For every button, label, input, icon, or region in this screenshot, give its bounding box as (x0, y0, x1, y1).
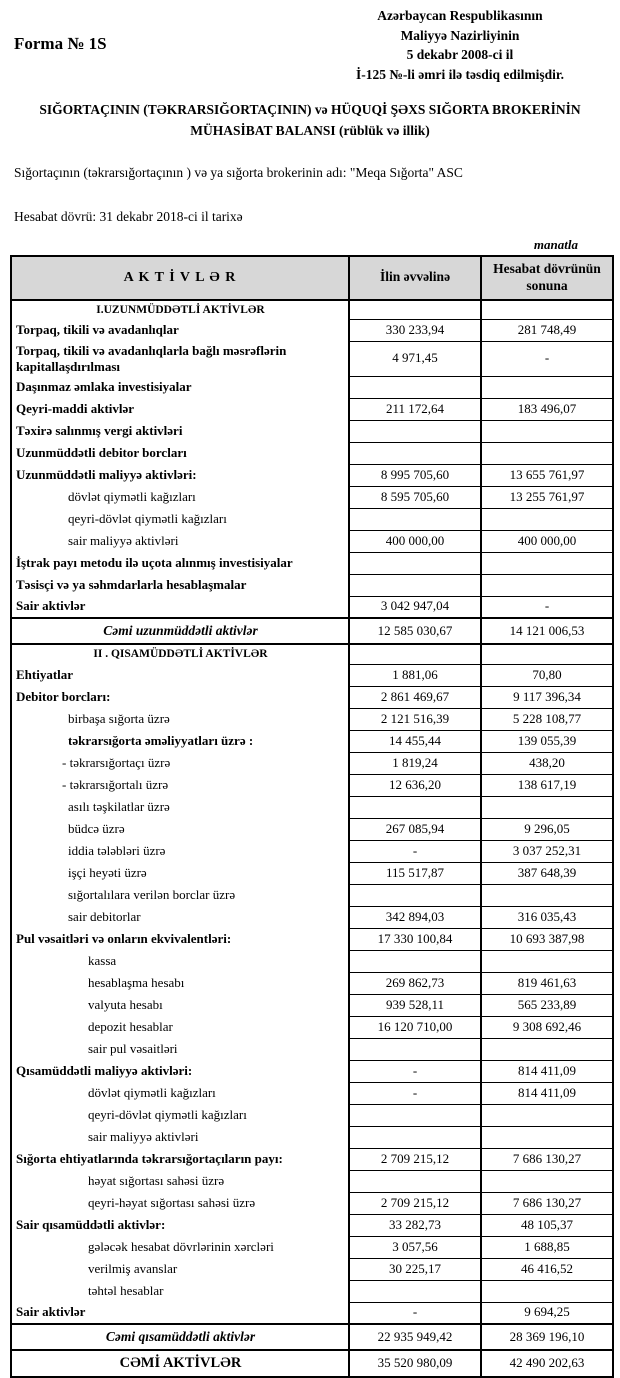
account-label: Təsisçi və ya səhmdarlarla hesablaşmalar (16, 576, 247, 592)
account-label: dövlət qiymətli kağızları (88, 1084, 216, 1100)
value-end-of-period: 819 461,63 (481, 972, 613, 994)
table-row (11, 1302, 613, 1324)
value-start-of-year: 2 709 215,12 (349, 1148, 481, 1170)
value-start-of-year (349, 376, 481, 398)
account-label: sair maliyyə aktivləri (68, 532, 179, 548)
account-label: dövlət qiymətli kağızları (68, 488, 196, 504)
value-end-of-period: 13 255 761,97 (481, 486, 613, 508)
account-label: büdcə üzrə (68, 820, 125, 836)
reporting-period-line: Hesabat dövrü: 31 dekabr 2018-ci il tarixə (14, 208, 243, 224)
account-label: qeyri-dövlət qiymətli kağızları (68, 510, 227, 526)
value-start-of-year: 4 971,45 (349, 342, 481, 377)
account-label: Ehtiyatlar (16, 666, 74, 682)
value-end-of-period (481, 796, 613, 818)
table-row (11, 486, 613, 508)
table-row (11, 342, 613, 377)
account-label: təkrarsığorta əməliyyatları üzrə : (68, 732, 254, 748)
account-label: Sair aktivlər (16, 1304, 86, 1320)
table-row (11, 618, 613, 644)
value-start-of-year (349, 420, 481, 442)
value-start-of-year: 30 225,17 (349, 1258, 481, 1280)
value-start-of-year: 400 000,00 (349, 530, 481, 552)
account-label: Uzunmüddətli debitor borcları (16, 444, 187, 460)
value-start-of-year (349, 1280, 481, 1302)
table-row (11, 376, 613, 398)
company-name-line: Sığortaçının (təkrarsığortaçının ) və ya sığorta brokerinin adı: "Meqa Sığorta" ASC (14, 164, 463, 180)
account-label: Cəmi uzunmüddətli aktivlər (11, 618, 349, 644)
value-start-of-year: 115 517,87 (349, 862, 481, 884)
table-row (11, 950, 613, 972)
table-row (11, 1350, 613, 1377)
account-label: verilmiş avanslar (88, 1260, 178, 1276)
account-label: asılı təşkilatlar üzrə (68, 798, 170, 814)
table-row (11, 552, 613, 574)
value-end-of-period (481, 1038, 613, 1060)
column-header-start-of-year: İlin əvvəlinə (349, 256, 481, 300)
account-label: Sair aktivlər (16, 598, 86, 614)
value-start-of-year (349, 442, 481, 464)
value-end-of-period: 281 748,49 (481, 320, 613, 342)
currency-note: manatla (533, 236, 578, 252)
value-start-of-year (349, 574, 481, 596)
value-start-of-year (349, 950, 481, 972)
value-start-of-year (349, 1104, 481, 1126)
value-start-of-year: 2 861 469,67 (349, 686, 481, 708)
value-end-of-period: 400 000,00 (481, 530, 613, 552)
table-row (11, 752, 613, 774)
value-end-of-period (481, 508, 613, 530)
value-end-of-period: 7 686 130,27 (481, 1148, 613, 1170)
value-end-of-period: 438,20 (481, 752, 613, 774)
table-row (11, 574, 613, 596)
value-start-of-year: 330 233,94 (349, 320, 481, 342)
table-row (11, 1038, 613, 1060)
column-header-end-of-period: Hesabat dövrünün sonuna (481, 256, 613, 300)
table-row (11, 906, 613, 928)
account-label: Pul vəsaitləri və onların ekvivalentləri: (16, 930, 232, 946)
account-label: hesablaşma hesabı (88, 974, 185, 990)
value-end-of-period: 48 105,37 (481, 1214, 613, 1236)
approval-line: 5 dekabr 2008-ci il (406, 47, 514, 63)
table-row (11, 994, 613, 1016)
account-label: - təkrarsığortaçı üzrə (62, 754, 171, 770)
table-row (11, 300, 613, 320)
value-start-of-year: 1 881,06 (349, 664, 481, 686)
column-header-assets: A K T İ V L Ə R (11, 256, 349, 300)
account-label: işçi heyəti üzrə (68, 864, 147, 880)
form-number: Forma № 1S (14, 34, 107, 53)
table-row (11, 840, 613, 862)
value-end-of-period: 13 655 761,97 (481, 464, 613, 486)
value-start-of-year: 2 709 215,12 (349, 1192, 481, 1214)
table-row (11, 1082, 613, 1104)
value-start-of-year: 269 862,73 (349, 972, 481, 994)
account-label: qeyri-dövlət qiymətli kağızları (88, 1106, 247, 1122)
table-row (11, 530, 613, 552)
table-row (11, 1258, 613, 1280)
value-start-of-year (349, 1038, 481, 1060)
table-row (11, 774, 613, 796)
account-label: birbaşa sığorta üzrə (68, 710, 170, 726)
account-label: valyuta hesabı (88, 996, 163, 1012)
table-row (11, 1192, 613, 1214)
value-end-of-period: 28 369 196,10 (481, 1324, 613, 1350)
balance-table (10, 255, 614, 1378)
table-row (11, 420, 613, 442)
value-start-of-year: 267 085,94 (349, 818, 481, 840)
value-end-of-period (481, 644, 613, 664)
value-start-of-year: 8 995 705,60 (349, 464, 481, 486)
table-row (11, 1060, 613, 1082)
value-end-of-period: 183 496,07 (481, 398, 613, 420)
account-label: Sair qısamüddətli aktivlər: (16, 1216, 166, 1232)
approval-line: Maliyyə Nazirliyinin (400, 27, 520, 43)
value-end-of-period: - (481, 596, 613, 618)
value-end-of-period: 565 233,89 (481, 994, 613, 1016)
table-row (11, 1170, 613, 1192)
account-label: iddia tələbləri üzrə (68, 842, 166, 858)
table-row (11, 796, 613, 818)
value-start-of-year: - (349, 1082, 481, 1104)
account-label: Qısamüddətli maliyyə aktivləri: (16, 1062, 193, 1078)
value-start-of-year (349, 1126, 481, 1148)
value-end-of-period: - (481, 342, 613, 377)
value-start-of-year: 211 172,64 (349, 398, 481, 420)
value-end-of-period: 387 648,39 (481, 862, 613, 884)
account-label: Cəmi qısamüddətli aktivlər (11, 1324, 349, 1350)
value-end-of-period: 3 037 252,31 (481, 840, 613, 862)
value-start-of-year: 12 636,20 (349, 774, 481, 796)
table-row (11, 884, 613, 906)
table-row (11, 398, 613, 420)
value-end-of-period (481, 884, 613, 906)
page-title-line1: SIĞORTAÇININ (TƏKRARSIĞORTAÇININ) və HÜQUQİ ŞƏXS SIĞORTA BROKERİNİN (39, 102, 581, 118)
table-row (11, 596, 613, 618)
value-end-of-period (481, 376, 613, 398)
value-start-of-year: 3 042 947,04 (349, 596, 481, 618)
account-label: Uzunmüddətli maliyyə aktivləri: (16, 466, 197, 482)
value-start-of-year (349, 884, 481, 906)
table-row (11, 320, 613, 342)
value-end-of-period: 14 121 006,53 (481, 618, 613, 644)
page-title (0, 100, 620, 141)
value-start-of-year (349, 796, 481, 818)
value-start-of-year: 1 819,24 (349, 752, 481, 774)
value-start-of-year: - (349, 1302, 481, 1324)
value-end-of-period (481, 574, 613, 596)
table-body (11, 300, 613, 1378)
account-label: qeyri-həyat sığortası sahəsi üzrə (88, 1194, 256, 1210)
value-end-of-period: 5 228 108,77 (481, 708, 613, 730)
approval-line: İ-125 №-li əmri ilə təsdiq edilmişdir. (355, 66, 565, 82)
account-label: CƏMİ AKTİVLƏR (11, 1350, 349, 1377)
value-end-of-period (481, 300, 613, 320)
approval-line: Azərbaycan Respublikasının (377, 8, 543, 23)
account-label: Qeyri-maddi aktivlər (16, 400, 135, 416)
account-label: kassa (88, 952, 117, 968)
value-start-of-year: 33 282,73 (349, 1214, 481, 1236)
table-row (11, 1148, 613, 1170)
value-end-of-period (481, 1280, 613, 1302)
value-end-of-period (481, 1104, 613, 1126)
account-label: Daşınmaz əmlaka investisiyalar (16, 378, 192, 394)
table-row (11, 1016, 613, 1038)
table-row (11, 818, 613, 840)
value-start-of-year (349, 508, 481, 530)
value-end-of-period: 139 055,39 (481, 730, 613, 752)
account-label: sığortalılara verilən borclar üzrə (68, 886, 236, 902)
value-end-of-period: 316 035,43 (481, 906, 613, 928)
table-row (11, 686, 613, 708)
value-start-of-year: 939 528,11 (349, 994, 481, 1016)
account-label: Sığorta ehtiyatlarında təkrarsığortaçıların payı: (16, 1150, 283, 1166)
table-row (11, 708, 613, 730)
table-row (11, 862, 613, 884)
account-label: sair maliyyə aktivləri (88, 1128, 199, 1144)
account-label: Torpaq, tikili və avadanlıqlarla bağlı məsrəflərin kapitallaşdırılması (16, 342, 287, 374)
value-start-of-year: 8 595 705,60 (349, 486, 481, 508)
value-start-of-year: 2 121 516,39 (349, 708, 481, 730)
value-end-of-period (481, 420, 613, 442)
account-label: İştrak payı metodu ilə uçota alınmış investisiyalar (16, 554, 293, 570)
value-start-of-year: 35 520 980,09 (349, 1350, 481, 1377)
value-end-of-period (481, 950, 613, 972)
value-end-of-period: 10 693 387,98 (481, 928, 613, 950)
value-end-of-period: 9 308 692,46 (481, 1016, 613, 1038)
table-row (11, 464, 613, 486)
value-end-of-period (481, 1126, 613, 1148)
value-end-of-period: 9 117 396,34 (481, 686, 613, 708)
value-start-of-year: 16 120 710,00 (349, 1016, 481, 1038)
table-row (11, 928, 613, 950)
table-row (11, 1104, 613, 1126)
account-label: Debitor borcları: (16, 688, 111, 704)
value-start-of-year: 17 330 100,84 (349, 928, 481, 950)
value-end-of-period: 814 411,09 (481, 1082, 613, 1104)
value-end-of-period: 70,80 (481, 664, 613, 686)
table-row (11, 1236, 613, 1258)
table-row (11, 972, 613, 994)
approval-block (308, 6, 612, 84)
account-label: Torpaq, tikili və avadanlıqlar (16, 322, 179, 338)
account-label: həyat sığortası sahəsi üzrə (88, 1172, 225, 1188)
value-start-of-year (349, 1170, 481, 1192)
account-label: təhtəl hesablar (88, 1282, 164, 1298)
table-row (11, 1214, 613, 1236)
page-title-line2: MÜHASİBAT BALANSI (rüblük və illik) (190, 122, 430, 138)
value-end-of-period: 814 411,09 (481, 1060, 613, 1082)
account-label: gələcək hesabat dövrlərinin xərcləri (88, 1238, 274, 1254)
account-label: - təkrarsığortalı üzrə (62, 776, 169, 792)
table-header-row (11, 256, 613, 300)
account-label: sair pul vəsaitləri (88, 1040, 178, 1056)
table-row (11, 730, 613, 752)
value-end-of-period: 1 688,85 (481, 1236, 613, 1258)
account-label: sair debitorlar (68, 908, 141, 924)
value-start-of-year: 14 455,44 (349, 730, 481, 752)
table-row (11, 1280, 613, 1302)
value-start-of-year (349, 300, 481, 320)
value-start-of-year: - (349, 1060, 481, 1082)
account-label: II . QISAMÜDDƏTLİ AKTİVLƏR (93, 648, 268, 661)
table-row (11, 1126, 613, 1148)
table-row (11, 442, 613, 464)
value-start-of-year (349, 644, 481, 664)
value-end-of-period (481, 1170, 613, 1192)
value-start-of-year: - (349, 840, 481, 862)
table-row (11, 508, 613, 530)
value-end-of-period: 42 490 202,63 (481, 1350, 613, 1377)
value-start-of-year: 12 585 030,67 (349, 618, 481, 644)
value-end-of-period: 46 416,52 (481, 1258, 613, 1280)
table-row (11, 664, 613, 686)
value-end-of-period: 7 686 130,27 (481, 1192, 613, 1214)
value-start-of-year: 3 057,56 (349, 1236, 481, 1258)
account-label: Təxirə salınmış vergi aktivləri (16, 422, 183, 438)
value-end-of-period: 9 296,05 (481, 818, 613, 840)
value-start-of-year: 342 894,03 (349, 906, 481, 928)
account-label: I.UZUNMÜDDƏTLİ AKTİVLƏR (96, 303, 265, 316)
table-row (11, 1324, 613, 1350)
document-header (0, 6, 620, 84)
account-label: depozit hesablar (88, 1018, 173, 1034)
value-end-of-period (481, 442, 613, 464)
value-end-of-period: 9 694,25 (481, 1302, 613, 1324)
table-row (11, 644, 613, 664)
value-start-of-year (349, 552, 481, 574)
value-start-of-year: 22 935 949,42 (349, 1324, 481, 1350)
value-end-of-period: 138 617,19 (481, 774, 613, 796)
value-end-of-period (481, 552, 613, 574)
